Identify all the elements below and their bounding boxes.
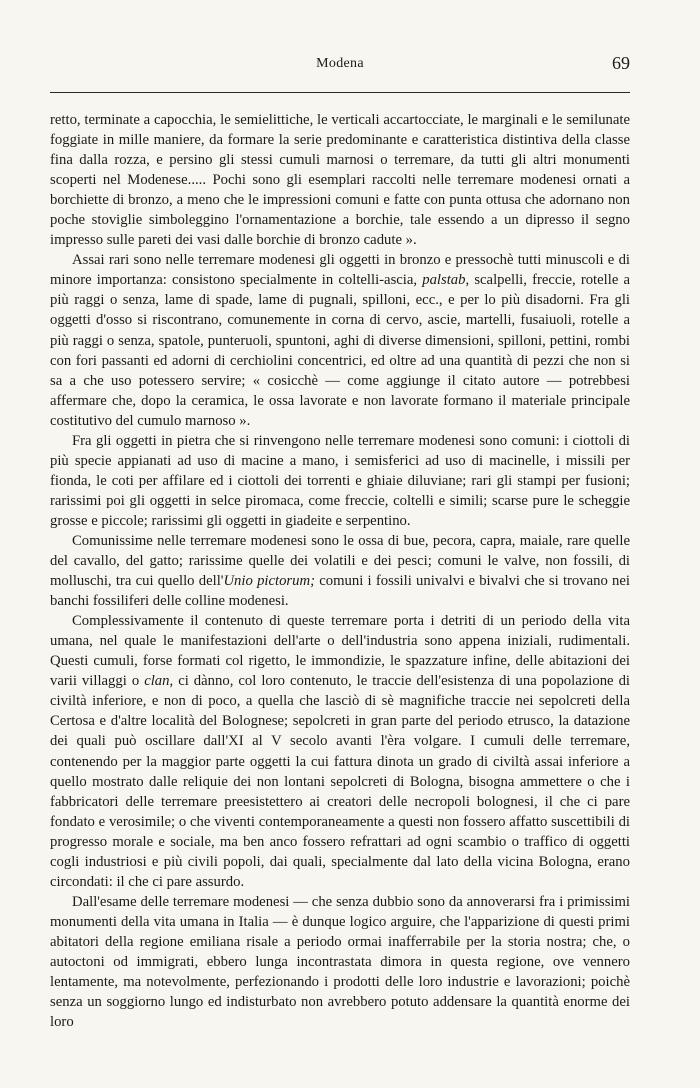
paragraph-text: , scalpelli, freccie, rotelle a più raggi o senza, lame di spade, lame di pugnali, spilloni, ecc., e per lo più disadorni. Fra gli oggetti d'osso si riscontrano, comunemente in corna di cervo, ascie, martelli, fusaiuoli, rotelle a più raggi o senza, spatole, punteruoli, spuntoni, aghi di diverse dimensioni, spilloni, pettini, rombi con fori passanti ed adorni di cerchiolini concentrici, ed oltre ad una quantità di pezzi che non si sa a che uso potessero servire; « cosicchè — come aggiunge il citato autore — potrebbesi affermare che, dopo la ceramica, le ossa lavorate e non lavorate formano il materiale principale costitutivo del cumulo marnoso ».: [50, 272, 630, 429]
page-header: [50, 53, 630, 84]
paragraph-2: [50, 250, 630, 430]
paragraph-text: Complessivamente il contenuto di queste terremare porta i detriti di un periodo della vita umana, nel quale le manifestazioni dell'arte o dell'industria sono appena iniziali, rudimentali. Questi cumuli, forse formati col rigetto, le immondizie, le spazzature infine, delle abitazioni dei varii villaggi o: [50, 613, 630, 690]
paragraph-5: [50, 611, 630, 892]
paragraph-text: Dall'esame delle terremare modenesi — che senza dubbio sono da annoverarsi fra i primissimi monumenti della vita umana in Italia — è dunque logico arguire, che l'apparizione di questi primi abitatori della regione emiliana risale a periodo ormai inafferrabile per la storia nostra; che, o autoctoni od immigrati, ebbero lunga incontrastata dimora in questa regione, ove vennero lentamente, ma notevolmente, perfezionando i prodotti delle loro industrie e lavorazioni; poichè senza un soggiorno lungo ed indisturbato non avrebbero potuto addensare la quantità enorme dei loro: [50, 893, 630, 1031]
paragraph-1: [50, 110, 630, 250]
header-rule: [50, 92, 630, 93]
italic-term: Unio pictorum;: [223, 573, 315, 590]
page-body: [50, 110, 630, 1032]
running-title: Modena: [316, 56, 364, 71]
paragraph-text: comuni i fossili univalvi e bivalvi che si trovano nei banchi fossiliferi delle colline modenesi.: [50, 573, 630, 610]
italic-term: palstab: [422, 272, 466, 289]
italic-term: clan: [144, 673, 170, 690]
paragraph-4: [50, 531, 630, 611]
paragraph-3: [50, 431, 630, 531]
paragraph-text: Assai rari sono nelle terremare modenesi gli oggetti in bronzo e pressochè tutti minuscoli e di minore importanza: consistono specialmente in coltelli-ascia,: [50, 252, 630, 289]
page-number: 69: [612, 53, 630, 73]
paragraph-text: retto, terminate a capocchia, le semielittiche, le verticali accartocciate, le marginali e le semilunate foggiate in mille maniere, da formare la serie predominante e caratteristica distintiva della classe fina dalla rozza, e persino gli stessi cumuli marnosi o terremare, da tutti gli altri monumenti scoperti nel Modenese..... Pochi sono gli esemplari raccolti nelle terremare modenesi ornati a borchiette di bronzo, a meno che le impressioni comuni e fatte con punta ottusa che adornano non poche stoviglie simboleggino l'ornamentazione a borchie, tale essendo a un dipresso il segno impresso sulle pareti dei vasi dalle borchie di bronzo cadute ».: [50, 112, 630, 249]
paragraph-text: Fra gli oggetti in pietra che si rinvengono nelle terremare modenesi sono comuni: i ciottoli di più specie appianati ad uso di macine a mano, i semisferici ad uso di macinelle, i missili per fionda, le coti per affilare ed i ciottoli dei torrenti e ghiaie diluviane; rari gli stampi per fusioni; rarissimi poi gli oggetti in selce piromaca, come freccie, coltelli e simili; scarse pure le scheggie grosse e piccole; rarissimi gli oggetti in giadeite e serpentino.: [50, 432, 630, 529]
paragraph-text: Comunissime nelle terremare modenesi sono le ossa di bue, pecora, capra, maiale, rare quelle del cavallo, del gatto; rarissime quelle dei volatili e dei pesci; comuni le valve, non fossili, di molluschi, tra cui quello dell': [50, 532, 630, 590]
paragraph-6: [50, 892, 630, 1032]
paragraph-text: , ci dànno, col loro contenuto, le traccie dell'esistenza di una popolazione di civiltà inferiore, e non di poco, a quella che lasciò di sè magnifiche traccie nei sepolcreti della Certosa e d'altre località del Bolognese; sepolcreti in gran parte del periodo etrusco, la datazione dei quali può oscillare dall'XI al V secolo avanti l'èra volgare. I cumuli delle terremare, contenendo per la maggior parte oggetti la cui fattura dinota un grado di civiltà assai inferiore a quello mostrato dalle reliquie dei non lontani sepolcreti di Bologna, bisogna ammettere o che i fabbricatori delle terremare preesistettero ai creatori delle necropoli bolognesi, il che ci pare fondato e verosimile; o che viventi contemporaneamente a questi non fossero affatto suscettibili di progresso morale e sociale, ma ben anco fossero refrattari ad ogni scambio o traffico di oggetti cogli industriosi e più civili popoli, dai quali, specialmente dal lato della vicina Bologna, erano circondati: il che ci pare assurdo.: [50, 673, 631, 890]
